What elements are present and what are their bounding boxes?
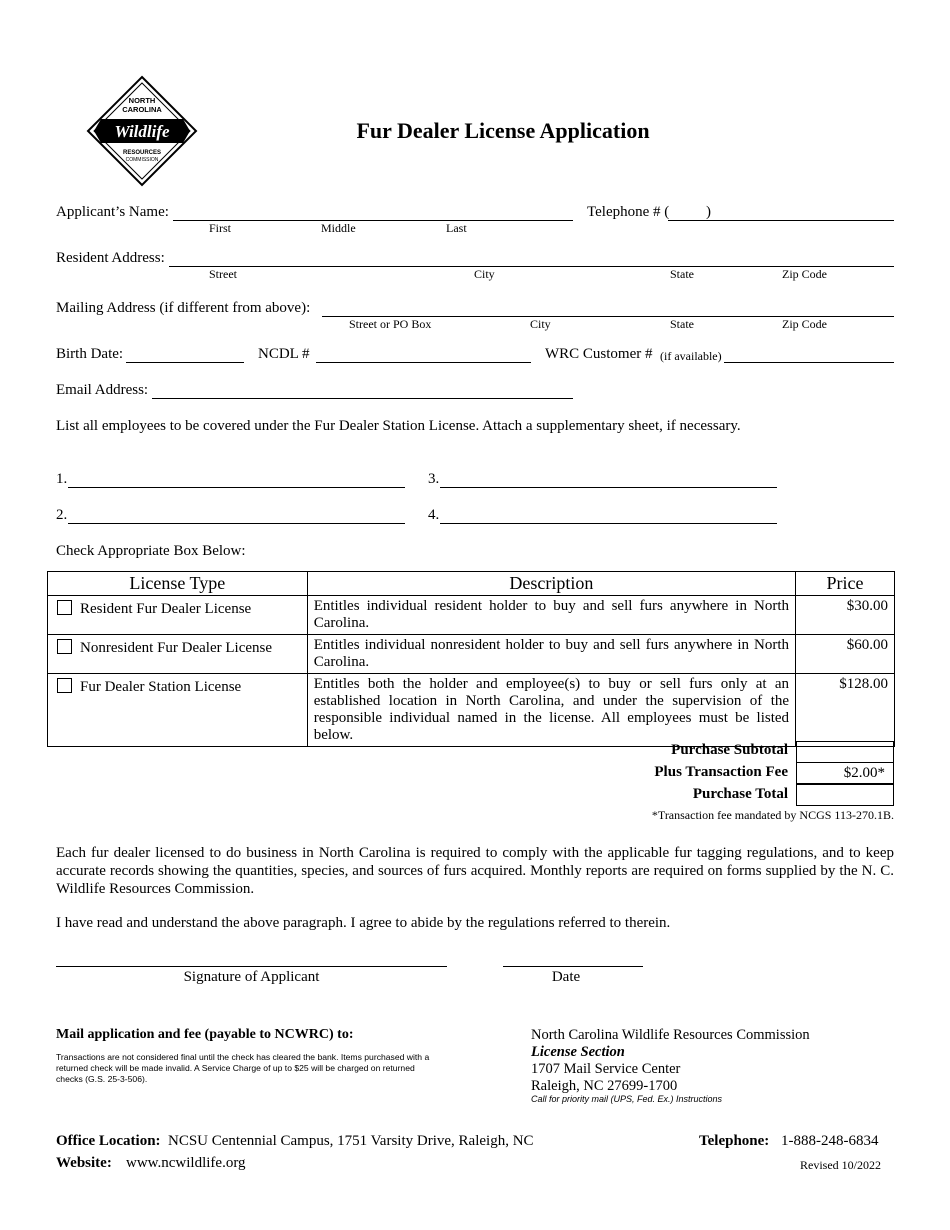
- employee-field-4[interactable]: [440, 523, 777, 524]
- mailing-state-caption: State: [670, 317, 694, 331]
- mailing-zip-caption: Zip Code: [782, 317, 827, 331]
- resident-state-caption: State: [670, 267, 694, 281]
- resident-zip-caption: Zip Code: [782, 267, 827, 281]
- mailing-address-label: Mailing Address (if different from above):: [56, 300, 311, 316]
- license-table: [47, 571, 895, 747]
- employee-number-4: 4.: [428, 507, 440, 523]
- table-row: [48, 596, 895, 635]
- telephone-footer-label: Telephone:: [699, 1133, 770, 1149]
- priority-mail-note: Call for priority mail (UPS, Fed. Ex.) Instructions: [531, 1094, 723, 1104]
- mail-address-line1: North Carolina Wildlife Resources Commission: [531, 1027, 810, 1043]
- license-type-cell: [48, 674, 308, 747]
- date-label: Date: [551, 969, 581, 985]
- mailing-street-caption: Street or PO Box: [349, 317, 432, 331]
- signature-label: Signature of Applicant: [183, 969, 320, 985]
- wrc-customer-label: WRC Customer #: [545, 346, 653, 362]
- office-location-label: Office Location:: [56, 1133, 161, 1149]
- logo-text-commission: COMMISSION: [125, 157, 159, 163]
- website-label: Website:: [56, 1155, 112, 1171]
- last-name-caption: Last: [446, 221, 467, 235]
- agreement-statement: I have read and understand the above paragraph. I agree to abide by the regulations referred to therein.: [56, 915, 671, 931]
- resident-license-checkbox[interactable]: [57, 600, 72, 615]
- date-field[interactable]: [503, 966, 643, 967]
- logo-text-resources: RESOURCES: [122, 150, 162, 156]
- employee-number-3: 3.: [428, 471, 440, 487]
- returned-check-note: Transactions are not considered final until the check has cleared the bank. Items purchased with a returned check will be made invalid. A Service Charge of up to $25 will be charged on returned checks (G.S. 25-3-506).: [56, 1052, 430, 1084]
- telephone-label: Telephone # (: [587, 204, 670, 220]
- page-title: Fur Dealer License Application: [356, 118, 650, 143]
- employee-field-1[interactable]: [68, 487, 405, 488]
- resident-street-caption: Street: [209, 267, 237, 281]
- revised-date: Revised 10/2022: [800, 1158, 881, 1172]
- check-box-label: Check Appropriate Box Below:: [56, 543, 246, 559]
- total-field[interactable]: [796, 784, 894, 806]
- license-description: Entitles both the holder and employee(s) to buy or sell furs only at an established location in North Carolina, and under the supervision of the responsible individual named in the license. All employees must be listed below.: [307, 674, 795, 747]
- employees-instruction: List all employees to be covered under the Fur Dealer Station License. Attach a supplementary sheet, if necessary.: [56, 418, 741, 434]
- license-type-label: Resident Fur Dealer License: [80, 601, 252, 617]
- email-field[interactable]: [152, 398, 573, 399]
- license-price: $128.00: [796, 674, 895, 747]
- table-header-row: [48, 572, 895, 596]
- transaction-fee-note: *Transaction fee mandated by NCGS 113-270.1B.: [651, 808, 894, 822]
- website-link[interactable]: www.ncwildlife.org: [126, 1155, 246, 1171]
- license-price: $30.00: [796, 596, 895, 635]
- telephone-footer-value: 1-888-248-6834: [781, 1133, 879, 1149]
- mail-heading: Mail application and fee (payable to NCWRC) to:: [56, 1027, 354, 1042]
- license-type-cell: [48, 596, 308, 635]
- nonresident-license-checkbox[interactable]: [57, 639, 72, 654]
- ncdl-label: NCDL #: [258, 346, 310, 362]
- wildlife-commission-logo: [86, 75, 198, 187]
- employee-number-1: 1.: [56, 471, 68, 487]
- station-license-checkbox[interactable]: [57, 678, 72, 693]
- regulations-paragraph: Each fur dealer licensed to do business in North Carolina is required to comply with the applicable fur tagging regulations, and to keep accurate records showing the quantities, species, and sources of furs acquired. Monthly reports are required on forms supplied by the N. C. Wildlife Resources Commission.: [56, 845, 894, 897]
- total-label: Purchase Total: [692, 786, 788, 802]
- resident-address-label: Resident Address:: [56, 250, 165, 266]
- birth-date-label: Birth Date:: [56, 346, 124, 362]
- employee-field-3[interactable]: [440, 487, 777, 488]
- transaction-fee-value: $2.00*: [796, 762, 894, 784]
- mailing-city-caption: City: [530, 317, 551, 331]
- subtotal-label: Purchase Subtotal: [671, 742, 788, 758]
- license-description: Entitles individual nonresident holder to buy and sell furs anywhere in North Carolina.: [307, 635, 795, 674]
- mail-address-line3: 1707 Mail Service Center: [531, 1061, 681, 1077]
- applicant-name-field[interactable]: [173, 220, 573, 221]
- header-description: Description: [307, 572, 795, 596]
- email-label: Email Address:: [56, 382, 149, 398]
- birth-date-field[interactable]: [126, 362, 244, 363]
- subtotal-field[interactable]: [796, 741, 894, 763]
- license-type-cell: [48, 635, 308, 674]
- logo-text-carolina: CAROLINA: [122, 105, 162, 114]
- table-row: [48, 674, 895, 747]
- license-type-label: Fur Dealer Station License: [80, 679, 242, 695]
- resident-city-caption: City: [474, 267, 495, 281]
- mail-address-line4: Raleigh, NC 27699-1700: [531, 1078, 678, 1094]
- applicant-name-label: Applicant’s Name:: [56, 204, 169, 220]
- first-name-caption: First: [209, 221, 232, 235]
- employee-field-2[interactable]: [68, 523, 405, 524]
- telephone-field[interactable]: [668, 220, 894, 221]
- transaction-fee-label: Plus Transaction Fee: [654, 764, 788, 780]
- logo-text-north: NORTH: [128, 96, 156, 105]
- logo-text-wildlife: Wildlife: [114, 122, 170, 141]
- telephone-paren: ): [706, 204, 711, 220]
- mail-address-line2: License Section: [531, 1044, 625, 1060]
- middle-name-caption: Middle: [321, 221, 356, 235]
- office-location-value: NCSU Centennial Campus, 1751 Varsity Drive, Raleigh, NC: [168, 1133, 534, 1149]
- wrc-customer-note: (if available): [660, 349, 722, 363]
- wrc-customer-field[interactable]: [724, 362, 894, 363]
- header-price: Price: [796, 572, 895, 596]
- license-price: $60.00: [796, 635, 895, 674]
- license-description: Entitles individual resident holder to buy and sell furs anywhere in North Carolina.: [307, 596, 795, 635]
- license-type-label: Nonresident Fur Dealer License: [80, 640, 273, 656]
- ncdl-field[interactable]: [316, 362, 531, 363]
- table-row: [48, 635, 895, 674]
- signature-field[interactable]: [56, 966, 447, 967]
- header-license-type: License Type: [48, 572, 308, 596]
- employee-number-2: 2.: [56, 507, 68, 523]
